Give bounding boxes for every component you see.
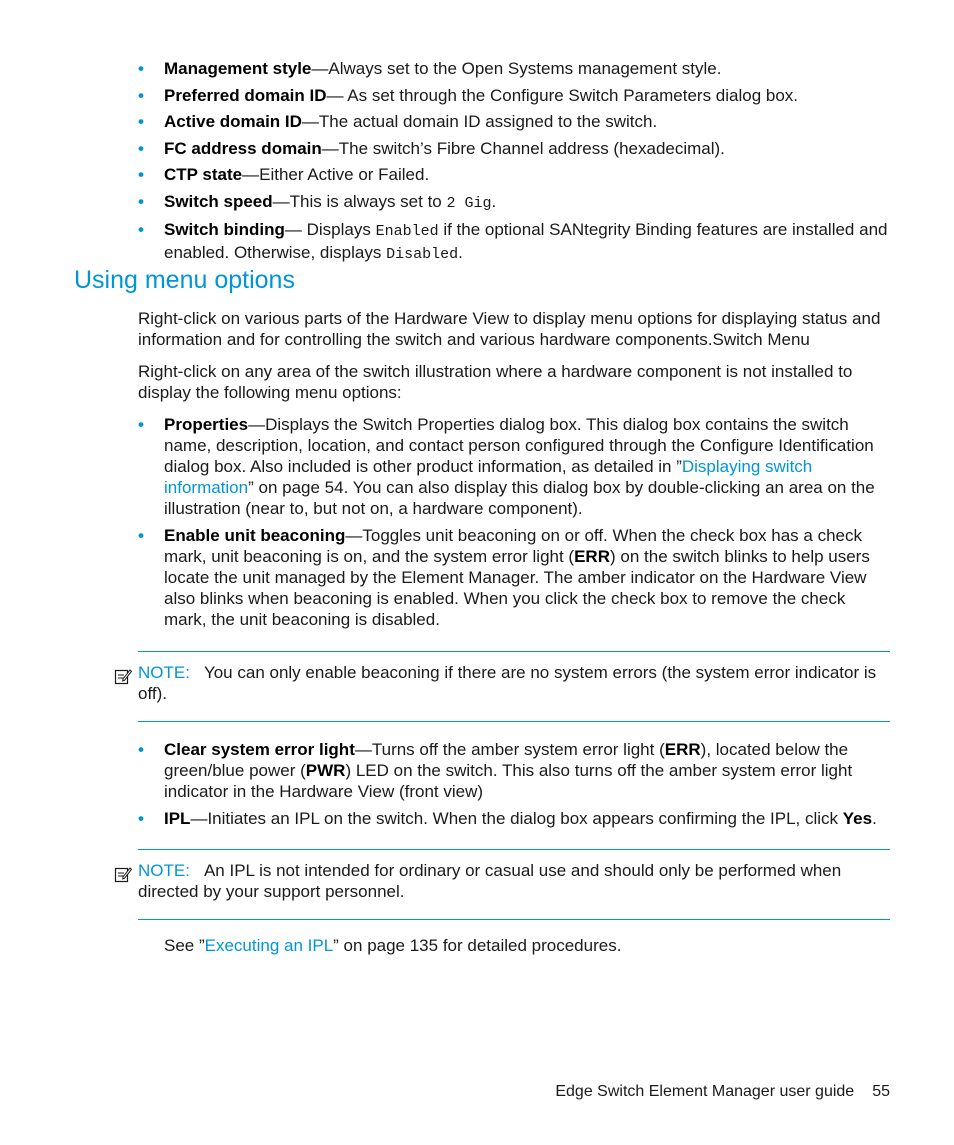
- note-text: [138, 662, 890, 704]
- term: Preferred domain ID: [164, 85, 327, 105]
- list-item-ipl: [138, 808, 890, 829]
- term: FC address domain: [164, 138, 322, 158]
- note-top-rule: [138, 651, 890, 652]
- bullet-icon: •: [138, 85, 144, 105]
- bullet-icon: •: [138, 112, 144, 131]
- list-item-clear-error: [138, 739, 890, 802]
- definition-end: .: [458, 243, 463, 262]
- note-bottom-rule: [138, 919, 890, 920]
- term: Enable unit beaconing: [164, 525, 346, 545]
- note-label: NOTE:: [138, 861, 190, 880]
- list-item: [138, 191, 890, 214]
- list-item: [138, 111, 890, 132]
- definition: —Displays the Switch Properties dialog box. This dialog box contains the switch name, description, location, and contact person configured through the Configure Identification dialog box. Also included is other product information, as detailed in ”: [164, 415, 874, 476]
- note-bottom-rule: [138, 721, 890, 722]
- page-number: 55: [872, 1083, 890, 1100]
- displaying-switch-information-link[interactable]: Displaying switch information: [164, 457, 813, 497]
- definition: —The switch’s Fibre Channel address (hexadecimal).: [321, 138, 725, 158]
- definition: —Turns off the amber system error light (: [354, 740, 665, 759]
- list-item: [138, 85, 890, 106]
- term: Switch binding: [164, 220, 285, 239]
- term: Management style: [164, 59, 312, 78]
- note-top-rule: [138, 849, 890, 850]
- definition: ), located below the green/blue power (: [164, 740, 849, 780]
- list-item-beaconing: [138, 525, 890, 630]
- note-pencil-icon: [114, 667, 132, 685]
- note-body: You can only enable beaconing if there are no system errors (the system error indicator is off).: [138, 663, 877, 703]
- intro-paragraph-1: Right-click on various parts of the Hardware View to display menu options for displaying status and information and for controlling the switch and various hardware components.Switch Menu: [138, 309, 881, 349]
- definition: if the optional SANtegrity Binding features are installed and enabled. Otherwise, displays: [164, 220, 888, 262]
- code-value: Enabled: [375, 223, 439, 240]
- pwr-label: PWR: [305, 761, 346, 780]
- bullet-icon: •: [138, 220, 144, 239]
- switch-properties-list: [138, 58, 890, 271]
- note-label: NOTE:: [138, 663, 190, 682]
- definition-end: .: [872, 808, 877, 828]
- code-value: 2 Gig: [446, 194, 492, 212]
- definition-end: ” on page 54. You can also display this dialog box by double-clicking an area on the illustration (near to, but not on, a hardware component).: [164, 478, 875, 518]
- note-text: [138, 860, 890, 902]
- see-also-text-end: ” on page 135 for detailed procedures.: [333, 936, 622, 955]
- term: CTP state: [164, 165, 243, 184]
- bullet-icon: •: [138, 740, 144, 759]
- definition: —Always set to the Open Systems management style.: [311, 59, 722, 78]
- footer-title: Edge Switch Element Manager user guide: [555, 1083, 855, 1100]
- page-footer: [555, 1083, 890, 1101]
- note-body: An IPL is not intended for ordinary or casual use and should only be performed when directed by your support personnel.: [138, 861, 842, 901]
- definition: —This is always set to: [272, 191, 447, 211]
- list-item: [138, 219, 890, 265]
- list-item: [138, 58, 890, 79]
- bullet-icon: •: [138, 808, 144, 828]
- bullet-icon: •: [138, 525, 144, 545]
- bullet-icon: •: [138, 191, 144, 211]
- note-pencil-icon: [114, 865, 132, 883]
- definition: — Displays: [284, 220, 376, 239]
- menu-options-list-continued: [138, 739, 890, 834]
- definition: —The actual domain ID assigned to the switch.: [301, 112, 658, 131]
- bullet-icon: •: [138, 59, 144, 78]
- definition: —Initiates an IPL on the switch. When the dialog box appears confirming the IPL, click: [190, 808, 843, 828]
- definition-end: ) on the switch blinks to help users locate the unit managed by the Element Manager. The amber indicator on the Hardware View also blinks when beaconing is enabled. When you click the check box to remove the check mark, the unit beaconing is disabled.: [164, 546, 870, 629]
- definition: —Toggles unit beaconing on or off. When the check box has a check mark, unit beaconing is on, and the system error light (: [164, 525, 862, 566]
- definition-end: .: [491, 191, 497, 211]
- intro-paragraph-2: Right-click on any area of the switch illustration where a hardware component is not installed to display the following menu options:: [138, 362, 853, 402]
- list-item: [138, 164, 890, 185]
- bullet-icon: •: [138, 415, 144, 434]
- executing-an-ipl-link[interactable]: Executing an IPL: [204, 936, 334, 955]
- term: Switch speed: [164, 191, 273, 211]
- definition: —Either Active or Failed.: [242, 165, 430, 184]
- see-also-text: See ”: [164, 936, 205, 955]
- list-item: [138, 138, 890, 159]
- term: Active domain ID: [164, 112, 302, 131]
- definition: — As set through the Configure Switch Parameters dialog box.: [326, 85, 799, 105]
- term: Clear system error light: [164, 740, 355, 759]
- term: Properties: [164, 415, 249, 434]
- yes-label: Yes: [842, 808, 873, 828]
- code-value: Disabled: [386, 246, 459, 263]
- bullet-icon: •: [138, 165, 144, 184]
- err-label: ERR: [664, 740, 701, 759]
- err-label: ERR: [574, 546, 610, 566]
- see-also-paragraph: [164, 935, 890, 956]
- bullet-icon: •: [138, 138, 144, 158]
- term: IPL: [164, 808, 191, 828]
- list-item-properties: [138, 414, 890, 519]
- section-heading: Using menu options: [74, 266, 295, 294]
- definition-end: ) LED on the switch. This also turns off the amber system error light indicator in the Hardware View (front view): [164, 761, 853, 801]
- menu-options-list: [138, 414, 890, 635]
